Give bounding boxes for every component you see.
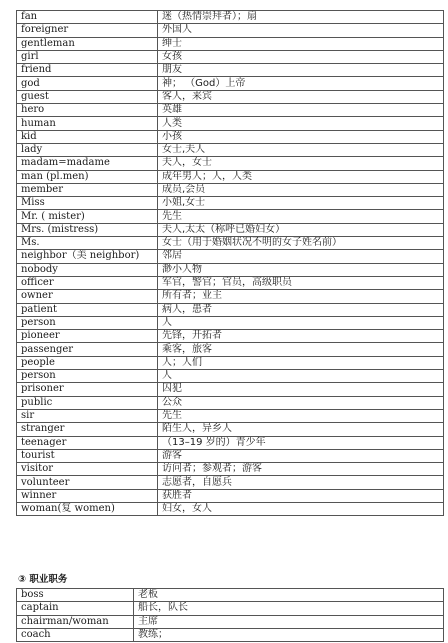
vocab-row <box>17 449 444 462</box>
chinese-meaning: 朋友 <box>158 64 444 77</box>
english-word: chairman/woman <box>17 615 134 628</box>
english-word: pioneer <box>17 330 158 343</box>
english-word: member <box>17 183 158 196</box>
chinese-meaning: 军官，警官；官员，高级职员 <box>158 276 444 289</box>
english-word: passenger <box>17 343 158 356</box>
chinese-meaning: 绅士 <box>158 37 444 50</box>
chinese-meaning: 外国人 <box>158 24 444 37</box>
english-word: human <box>17 117 158 130</box>
vocab-row <box>17 183 444 196</box>
chinese-meaning: 迷（热情崇拜者）；扇 <box>158 11 444 24</box>
vocab-row <box>17 290 444 303</box>
vocab-row <box>17 104 444 117</box>
chinese-meaning: 老板 <box>134 589 444 602</box>
vocab-row <box>17 64 444 77</box>
vocab-row <box>17 210 444 223</box>
english-word: prisoner <box>17 383 158 396</box>
chinese-meaning: 所有者；业主 <box>158 290 444 303</box>
vocab-row <box>17 356 444 369</box>
vocab-row <box>17 130 444 143</box>
english-word: god <box>17 77 158 90</box>
chinese-meaning: 病人，患者 <box>158 303 444 316</box>
vocab-table-body <box>17 589 444 642</box>
chinese-meaning: 渺小人物 <box>158 263 444 276</box>
vocab-row <box>17 77 444 90</box>
section-title: ③ 职业职务 <box>18 574 68 585</box>
vocab-row <box>17 436 444 449</box>
vocab-row <box>17 276 444 289</box>
chinese-meaning: 小孩 <box>158 130 444 143</box>
chinese-meaning: 人 <box>158 316 444 329</box>
chinese-meaning: 人 <box>158 370 444 383</box>
english-word: kid <box>17 130 158 143</box>
vocab-row <box>17 11 444 24</box>
english-word: teenager <box>17 436 158 449</box>
english-word: madam=madame <box>17 157 158 170</box>
english-word: winner <box>17 489 158 502</box>
english-word: stranger <box>17 423 158 436</box>
english-word: volunteer <box>17 476 158 489</box>
english-word: lady <box>17 143 158 156</box>
vocab-row <box>17 117 444 130</box>
vocab-row <box>17 170 444 183</box>
chinese-meaning: 访问者；参观者；游客 <box>158 463 444 476</box>
chinese-meaning: 船长，队长 <box>134 602 444 615</box>
vocab-row <box>17 383 444 396</box>
chinese-meaning: 教练； <box>134 628 444 641</box>
vocab-row <box>17 263 444 276</box>
chinese-meaning: 邻居 <box>158 250 444 263</box>
chinese-meaning: 乘客，旅客 <box>158 343 444 356</box>
vocab-row <box>17 330 444 343</box>
chinese-meaning: 获胜者 <box>158 489 444 502</box>
english-word: fan <box>17 11 158 24</box>
vocab-row <box>17 423 444 436</box>
vocab-row <box>17 502 444 515</box>
chinese-meaning: 主席 <box>134 615 444 628</box>
chinese-meaning: 先锋，开拓者 <box>158 330 444 343</box>
chinese-meaning: 女士（用于婚姻状况不明的女子姓名前） <box>158 237 444 250</box>
chinese-meaning: 公众 <box>158 396 444 409</box>
chinese-meaning: 囚犯 <box>158 383 444 396</box>
chinese-meaning: 女孩 <box>158 50 444 63</box>
chinese-meaning: 人；人们 <box>158 356 444 369</box>
vocab-row <box>17 303 444 316</box>
english-word: hero <box>17 104 158 117</box>
english-word: owner <box>17 290 158 303</box>
english-word: tourist <box>17 449 158 462</box>
vocab-row <box>17 409 444 422</box>
english-word: woman(复 women) <box>17 502 158 515</box>
vocab-row <box>17 489 444 502</box>
vocab-row <box>17 476 444 489</box>
chinese-meaning: 成员,会员 <box>158 183 444 196</box>
english-word: neighbor（美 neighbor) <box>17 250 158 263</box>
chinese-meaning: （13–19 岁的）青少年 <box>158 436 444 449</box>
vocab-table-body <box>17 11 444 516</box>
english-word: Ms. <box>17 237 158 250</box>
vocab-row <box>17 463 444 476</box>
chinese-meaning: 游客 <box>158 449 444 462</box>
chinese-meaning: 夫人,太太（称呼已婚妇女） <box>158 223 444 236</box>
chinese-meaning: 志愿者，自愿兵 <box>158 476 444 489</box>
english-word: public <box>17 396 158 409</box>
chinese-meaning: 妇女，女人 <box>158 502 444 515</box>
english-word: sir <box>17 409 158 422</box>
english-word: people <box>17 356 158 369</box>
vocab-row <box>17 343 444 356</box>
english-word: friend <box>17 64 158 77</box>
vocab-row <box>17 316 444 329</box>
chinese-meaning: 客人，来宾 <box>158 90 444 103</box>
english-word: gentleman <box>17 37 158 50</box>
english-word: Mrs. (mistress) <box>17 223 158 236</box>
chinese-meaning: 神； （God）上帝 <box>158 77 444 90</box>
english-word: Mr. ( mister) <box>17 210 158 223</box>
chinese-meaning: 先生 <box>158 409 444 422</box>
vocab-row <box>17 589 444 602</box>
english-word: visitor <box>17 463 158 476</box>
vocab-row <box>17 223 444 236</box>
vocab-row <box>17 237 444 250</box>
chinese-meaning: 英雄 <box>158 104 444 117</box>
english-word: person <box>17 316 158 329</box>
chinese-meaning: 人类 <box>158 117 444 130</box>
vocab-row <box>17 250 444 263</box>
vocab-row <box>17 197 444 210</box>
vocab-row <box>17 24 444 37</box>
chinese-meaning: 陌生人，异乡人 <box>158 423 444 436</box>
english-word: officer <box>17 276 158 289</box>
chinese-meaning: 夫人，女士 <box>158 157 444 170</box>
english-word: foreigner <box>17 24 158 37</box>
chinese-meaning: 先生 <box>158 210 444 223</box>
vocab-row <box>17 143 444 156</box>
vocab-row <box>17 615 444 628</box>
english-word: nobody <box>17 263 158 276</box>
vocab-table-occupations <box>16 588 444 642</box>
vocab-row <box>17 157 444 170</box>
vocab-row <box>17 90 444 103</box>
vocab-row <box>17 37 444 50</box>
english-word: patient <box>17 303 158 316</box>
english-word: person <box>17 370 158 383</box>
english-word: guest <box>17 90 158 103</box>
chinese-meaning: 女士,夫人 <box>158 143 444 156</box>
english-word: boss <box>17 589 134 602</box>
english-word: captain <box>17 602 134 615</box>
chinese-meaning: 小姐,女士 <box>158 197 444 210</box>
vocab-table-people <box>16 10 444 516</box>
vocab-row <box>17 602 444 615</box>
vocab-row <box>17 50 444 63</box>
english-word: coach <box>17 628 134 641</box>
vocab-row <box>17 628 444 641</box>
english-word: girl <box>17 50 158 63</box>
english-word: Miss <box>17 197 158 210</box>
english-word: man (pl.men) <box>17 170 158 183</box>
vocab-row <box>17 396 444 409</box>
vocab-row <box>17 370 444 383</box>
chinese-meaning: 成年男人；人，人类 <box>158 170 444 183</box>
